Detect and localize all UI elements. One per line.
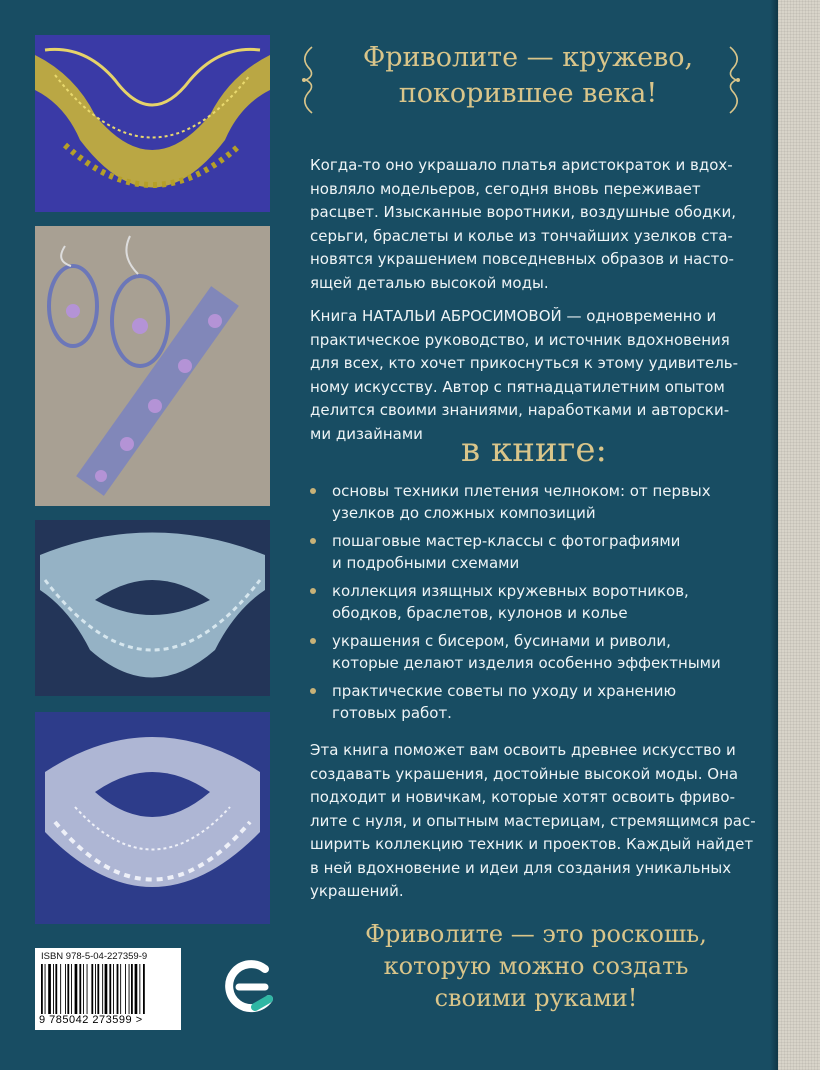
- text-line: серьги, браслеты и колье из тончайших узелков ста-: [310, 226, 733, 245]
- text-line: Когда-то оно украшало платья аристократок и вдох-: [310, 156, 733, 174]
- text-line: практическое руководство, и источник вдохновения: [310, 330, 730, 349]
- isbn-barcode: [35, 948, 181, 1030]
- text-line: новятся украшением повседневных образов и насто-: [310, 250, 734, 268]
- text-line: расцвет. Изысканные воротники, воздушные ободки,: [310, 203, 737, 221]
- text-line: ящей деталью высокой моды.: [310, 273, 549, 292]
- text-line: в ней вдохновение и идеи для создания уникальных: [310, 858, 732, 877]
- spine-shadow: [770, 0, 778, 1070]
- bullet-icon: [310, 588, 316, 594]
- photo-earrings-bracelet: [35, 226, 270, 506]
- closing-paragraph: [310, 739, 758, 904]
- barcode-digits: 9 785042 273599 >: [39, 1014, 143, 1026]
- text-line: делится своими знаниями, наработками и авторски-: [310, 401, 730, 419]
- text-line: подходит и новичкам, которые хотят освоить фриво-: [310, 788, 735, 806]
- text-line: украшений.: [310, 882, 404, 900]
- photo-white-collar: [35, 712, 270, 924]
- quote-line: своими руками!: [434, 984, 638, 1012]
- headline-line: Фриволите — кружево,: [362, 42, 694, 73]
- footer-quote: [312, 918, 760, 1014]
- text-line: ми дизайнами: [310, 424, 423, 443]
- bullet-icon: [310, 688, 316, 694]
- text-line: которые делают изделия особенно эффектными: [332, 654, 721, 672]
- text-line: узелков до сложных композиций: [332, 504, 596, 522]
- publisher-logo-icon: [225, 955, 277, 1017]
- intro-paragraph: [310, 154, 758, 295]
- barcode-bars: [41, 964, 175, 1014]
- quote-line: которую можно создать: [383, 952, 689, 980]
- text-line: новляло модельеров, сегодня вновь переживает: [310, 179, 701, 198]
- text-line: украшения с бисером, бусинами и риволи,: [332, 632, 671, 650]
- quote-line: Фриволите — это роскошь,: [365, 920, 707, 948]
- text-line: практические советы по уходу и хранению: [332, 682, 677, 700]
- text-line: ному искусству. Автор с пятнадцатилетним опытом: [310, 377, 725, 396]
- text-line: создавать украшения, достойные высокой моды. Она: [310, 764, 739, 783]
- photo-gold-collar: [35, 35, 270, 212]
- text-line: ободков, браслетов, кулонов и колье: [332, 604, 628, 622]
- text-line: основы техники плетения челноком: от первых: [332, 482, 711, 500]
- author-paragraph: [310, 305, 758, 446]
- text-line: Книга НАТАЛЬИ АБРОСИМОВОЙ — одновременно и: [310, 307, 717, 325]
- text-line: коллекция изящных кружевных воротников,: [332, 582, 689, 600]
- text-line: ширить коллекцию техник и проектов. Каждый найдет: [310, 835, 754, 853]
- text-line: лите с нуля, и опытным мастерицам, стремящимся рас-: [310, 811, 756, 830]
- text-line: для всех, кто хочет прикоснуться к этому удивитель-: [310, 354, 739, 372]
- headline: [312, 40, 744, 112]
- photo-blue-collar: [35, 520, 270, 696]
- bullet-icon: [310, 538, 316, 544]
- text-line: и подробными схемами: [332, 554, 520, 572]
- text-line: пошаговые мастер-классы с фотографиями: [332, 532, 681, 550]
- bullet-icon: [310, 638, 316, 644]
- in-book-title: в книге:: [461, 430, 607, 470]
- headline-line: покорившее века!: [398, 78, 658, 109]
- isbn-number: ISBN 978-5-04-227359-9: [41, 951, 148, 962]
- text-line: Эта книга поможет вам освоить древнее искусство и: [310, 741, 736, 759]
- book-spine: [778, 0, 820, 1070]
- text-line: готовых работ.: [332, 704, 452, 722]
- bullet-icon: [310, 488, 316, 494]
